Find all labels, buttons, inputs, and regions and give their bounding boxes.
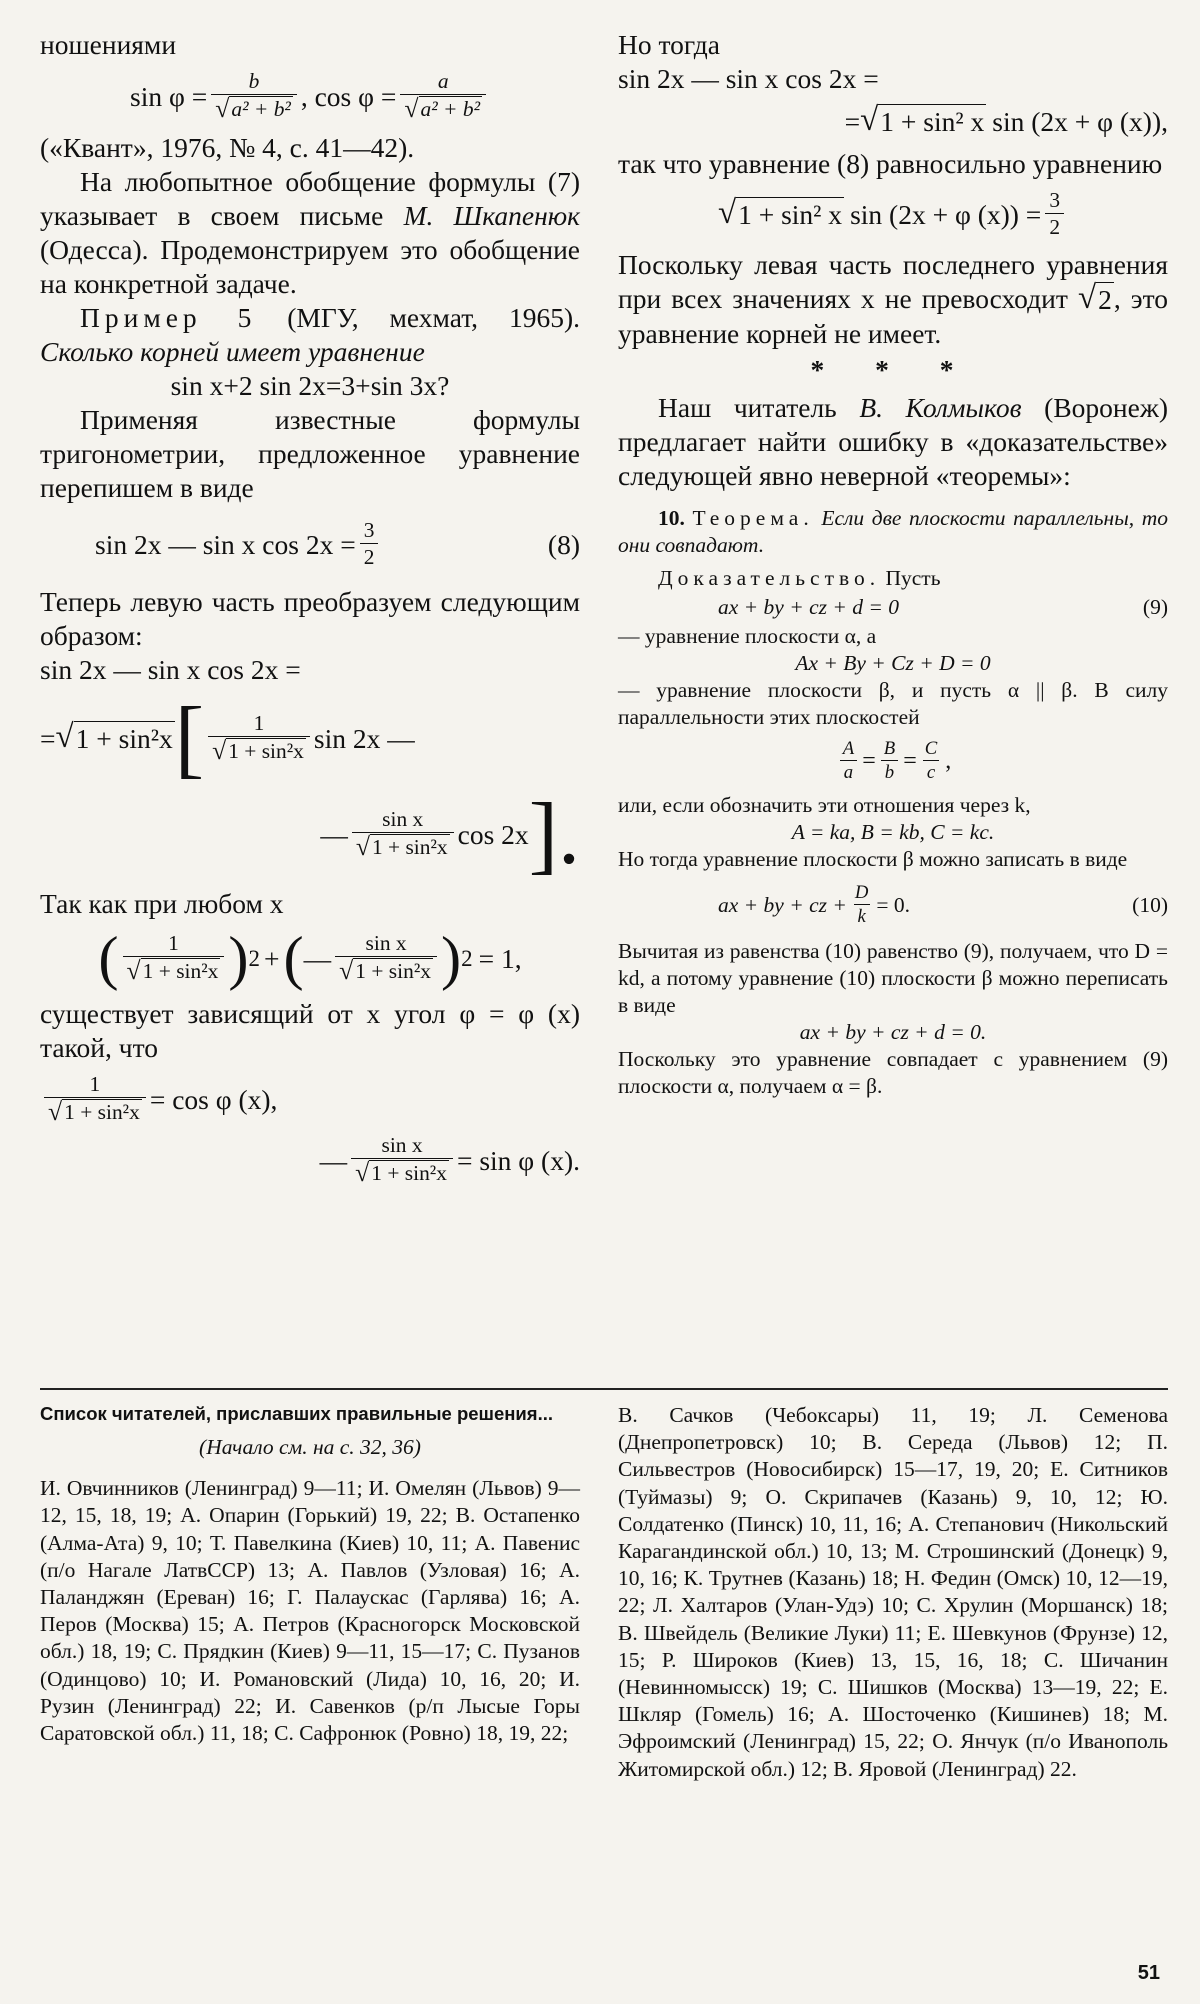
proof-conclusion: Поскольку это уравнение совпадает с уравнением (9) плоскости α, получаем α = β. — [618, 1047, 1168, 1099]
left-column — [40, 28, 580, 1196]
readers-list-subtitle: (Начало см. на с. 32, 36) — [199, 1435, 421, 1459]
equation-10: ax + by + cz + $\frac{D}{k}$ = 0. (10) — [718, 882, 1168, 927]
theorem-10: 10. Теорема. Если две плоскости параллельны, то они совпадают. — [618, 506, 1168, 558]
readers-list-right — [618, 1402, 1168, 1783]
proof-plane-alpha: — уравнение плоскости α, а — [618, 624, 877, 649]
left-line1: ношениями — [40, 29, 177, 60]
section-separator: * * * — [810, 354, 976, 386]
readers-list-right-text: В. Сачков (Чебоксары) 11, 19; Л. Семенова (Днепропетровск) 10; В. Середа (Львов) 12; П. Сильвестров (Новосибирск) 15—17, 19, 20; Е. Ситников (Туймазы) 9; О. Скрипачев (Казань) 9, 10, 12; Ю. Солдатенко (Пинск) 10, 11, 16; А. Степанович (Никольский Карагандинской обл.) 10, 13; М. Строшинский (Донецк) 9, 10, 16; К. Трутнев (Казань) 18; Н. Федин (Омск) 10, 12—19, 22; Л. Халтаров (Улан-Удэ) 10; С. Хрулин (Моршанск) 18; В. Швейдель (Великие Луки) 11; Е. Шевкунов (Фрунзе) 12, 15; Р. Широков (Киев) 13, 15, 16, 18; С. Шичанин (Невинномысск) 19; С. Шишков (Москва) 13—19, 22; Е. Шкляр (Гомель) 16; А. Шосточенко (Кишинев) 18; М. Эфроимский (Ленинград) 15, 22; О. Янчук (п/о Иванополь Житомирской обл.) 12; В. Яровой (Ленинград) 22. — [618, 1403, 1168, 1781]
paragraph-rewrite: Применяя известные формулы тригонометрии, предложенное уравнение перепишем в виде — [40, 404, 580, 504]
citation: («Квант», 1976, № 4, с. 41—42). — [40, 132, 415, 164]
example-equation: sin x+2 sin 2x=3+sin 3x? — [170, 370, 450, 402]
equation-8: sin 2x — sin x cos 2x = $\frac{3}{2}$ (8) — [95, 518, 580, 569]
paragraph-transform: Теперь левую часть преобразуем следующим образом: — [40, 585, 580, 651]
right-eq-b: = √ 1 + sin² x sin (2x + φ (x)), — [844, 102, 1168, 138]
proof-subtract: Вычитая из равенства (10) равенство (9), получаем, что D = kd, а потому уравнение (10) плоскости β можно переписать в виде — [618, 939, 1168, 1018]
paragraph-since: Так как при любом x — [40, 887, 284, 919]
equation-9: ax + by + cz + d = 0 (9) — [718, 595, 1168, 620]
transform-line3: — sin x √ 1 + sin²x cos 2x ]. — [320, 785, 580, 883]
sincos-formula: sin φ = b √ a² + b² , cos φ = a √ a² + b² — [40, 70, 580, 123]
readers-list-left — [40, 1402, 580, 1747]
cos-phi-equation: 1 √ 1 + sin²x = cos φ (x), — [40, 1073, 580, 1126]
transform-line2: = √ 1 + sin²x [ 1 √ 1 + sin²x sin 2x — — [40, 689, 415, 787]
equation-plane-beta: Ax + By + Cz + D = 0 — [795, 651, 991, 676]
right-para3: Наш читатель В. Колмыков (Воронеж) предлагает найти ошибку в «доказательстве» следующей явно неверной «теоремы»: — [618, 392, 1168, 492]
sin-phi-equation: — sin x √ 1 + sin²x = sin φ (x). — [319, 1133, 580, 1188]
readers-list-left-text: И. Овчинников (Ленинград) 9—11; И. Омелян (Львов) 9—12, 15, 18, 19; А. Опарин (Горький) 19, 22; В. Остапенко (Алма-Ата) 9, 10; Т. Павелкина (Киев) 10, 11; А. Павенис (п/о Нагале ЛатвССР) 13; А. Павлов (Узловая) 16; А. Паланджян (Ереван) 16; Г. Палаускас (Гарлява) 16; А. Перов (Москва) 15; А. Петров (Красногорск Московской обл.) 18, 19; С. Прядкин (Киев) 9—11, 15—17; С. Пузанов (Одинцово) 10; И. Романовский (Лида) 10, 16, 20; И. Рузин (Ленинград) 22; И. Савенков (р/п Лысые Горы Саратовской обл.) 11, 18; С. Сафронюк (Ровно) 18, 19, 22; — [40, 1476, 580, 1746]
right-eq-a: sin 2x — sin x cos 2x = — [618, 63, 879, 94]
proof-denote-k: или, если обозначить эти отношения через k, — [618, 793, 1031, 818]
right-para1: так что уравнение (8) равносильно уравнению — [618, 148, 1163, 179]
readers-list-title: Список читателей, приславших правильные решения... — [40, 1403, 554, 1424]
transform-line1: sin 2x — sin x cos 2x = — [40, 653, 301, 685]
paragraph-generalization: На любопытное обобщение формулы (7) указывает в своем письме М. Шкапенюк (Одесса). Продемонстрируем это обобщение на конкретной задаче. — [40, 166, 581, 300]
example-5: Пример 5 (МГУ, мехмат, 1965). Сколько корней имеет уравнение — [40, 302, 580, 368]
equation-final: ax + by + cz + d = 0. — [799, 1020, 987, 1045]
right-para2: Поскольку левая часть последнего уравнения при всех значениях x не превосходит √ 2 , это уравнение корней не имеет. — [618, 249, 1168, 350]
proof-rewrite: Но тогда уравнение плоскости β можно записать в виде — [618, 847, 1128, 872]
equation-k: A = ka, B = kb, C = kc. — [791, 820, 995, 845]
identity-equation: ( 1 √ 1 + sin²x ) 2 + ( — sin x √ 1 + sin²x ) 2 = 1, — [98, 924, 522, 992]
page-number: 51 — [1137, 1962, 1160, 1984]
paragraph-exists: существует зависящий от x угол φ = φ (x) такой, что — [40, 998, 580, 1064]
ratio-equation: $\frac{A}{a}$ = $\frac{B}{b}$ = $\frac{C}{c}$ , — [618, 739, 1168, 784]
right-eq-c: √ 1 + sin² x sin (2x + φ (x)) = $\frac{3}{2}$ — [618, 189, 1168, 240]
right-line1: Но тогда — [618, 29, 720, 60]
right-column — [618, 28, 1168, 1100]
section-divider — [40, 1388, 1168, 1390]
proof-parallel: — уравнение плоскости β, и пусть α || β. В силу параллельности этих плоскостей — [618, 678, 1168, 730]
proof-start: Доказательство. Пусть — [658, 566, 941, 591]
